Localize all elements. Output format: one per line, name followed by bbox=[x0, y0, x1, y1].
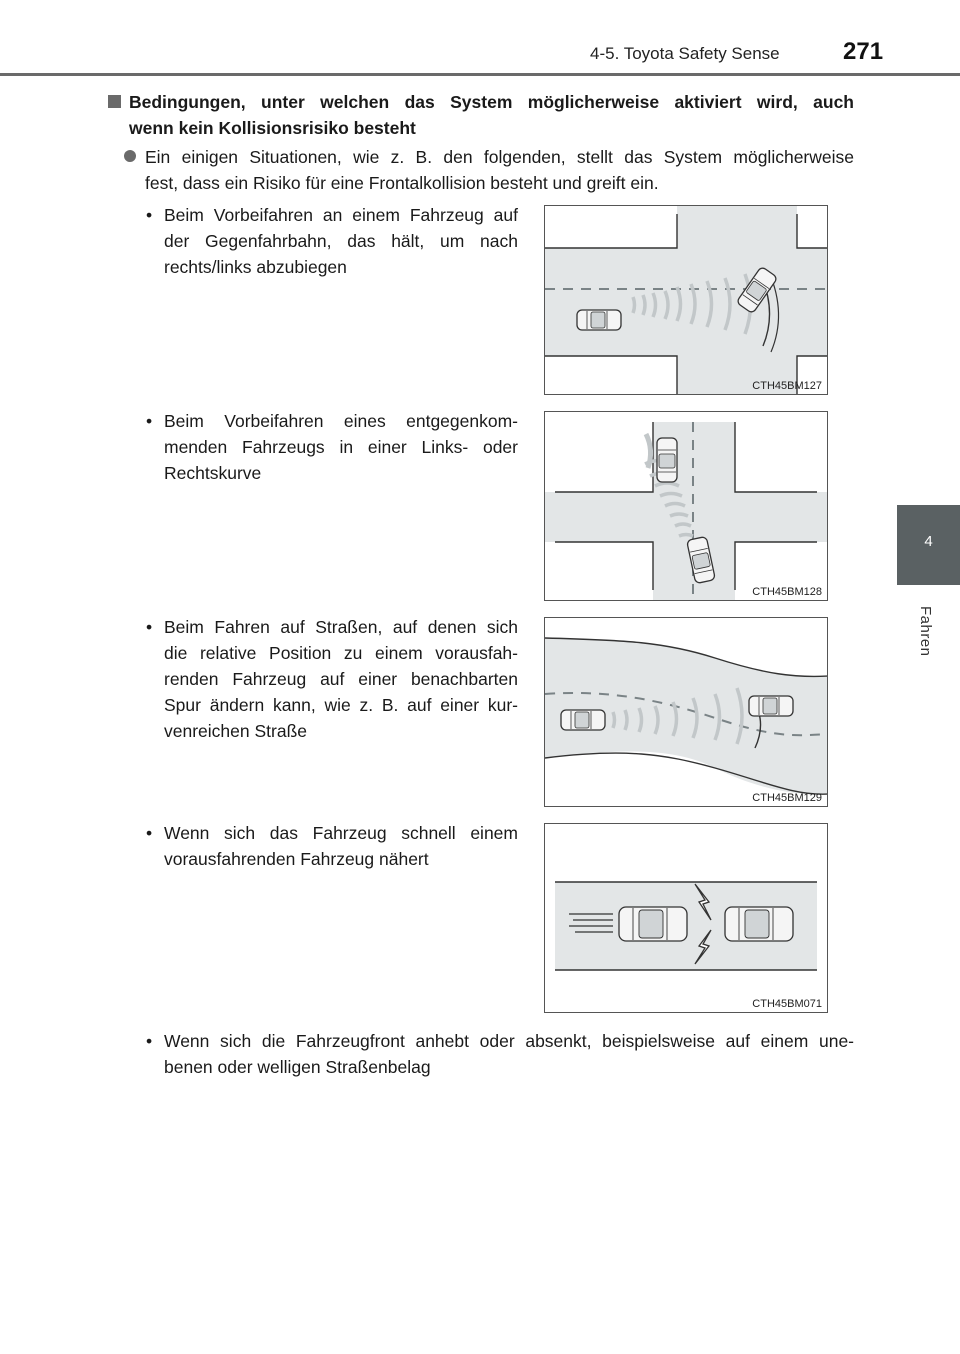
list-item bbox=[146, 614, 518, 744]
circle-bullet-icon bbox=[124, 150, 136, 162]
bullet-line: die relative Position zu einem vorausfah- bbox=[164, 643, 518, 663]
bullet-mark: • bbox=[146, 1031, 153, 1051]
bullet-line: Beim Fahren auf Straßen, auf denen sich bbox=[164, 617, 518, 637]
bullet-line: Beim Vorbeifahren an einem Fahrzeug auf bbox=[164, 205, 518, 225]
figure-code: CTH45BM127 bbox=[752, 380, 822, 392]
bullet-mark: • bbox=[146, 617, 153, 637]
bullet-line: benen oder welligen Straßenbelag bbox=[164, 1057, 431, 1077]
bullet-line: menden Fahrzeugs in einer Links- oder bbox=[164, 437, 518, 457]
chapter-tab bbox=[897, 505, 960, 585]
figure-curvy-road bbox=[544, 617, 828, 807]
intro-line-1: Ein einigen Situationen, wie z. B. den folgenden, stellt das System möglicherweise bbox=[145, 147, 854, 167]
header-divider bbox=[0, 73, 960, 76]
page-number: 271 bbox=[843, 38, 884, 65]
figure-code: CTH45BM128 bbox=[752, 586, 822, 598]
intro-line-2: fest, dass ein Risiko für eine Frontalkollision besteht und greift ein. bbox=[145, 173, 659, 193]
bullet-line: venreichen Straße bbox=[164, 721, 307, 741]
intro-paragraph bbox=[124, 144, 854, 196]
list-item bbox=[146, 408, 518, 486]
bullet-line: vorausfahrenden Fahrzeug nähert bbox=[164, 849, 429, 869]
bullet-mark: • bbox=[146, 411, 153, 431]
bullet-line: Spur ändern kann, wie z. B. auf einer kur- bbox=[164, 695, 518, 715]
bullet-mark: • bbox=[146, 205, 153, 225]
square-bullet-icon bbox=[108, 95, 121, 108]
heading-line-2: wenn kein Kollisionsrisiko besteht bbox=[129, 118, 416, 138]
figure-code: CTH45BM129 bbox=[752, 792, 822, 804]
heading-line-1: Bedingungen, unter welchen das System möglicherweise aktiviert wird, auch bbox=[129, 92, 854, 112]
bullet-line: Rechtskurve bbox=[164, 463, 262, 483]
list-item bbox=[146, 1028, 854, 1080]
list-item bbox=[146, 820, 518, 872]
section-title: 4-5. Toyota Safety Sense bbox=[590, 44, 780, 63]
figure-rapid-approach bbox=[544, 823, 828, 1013]
bullet-mark: • bbox=[146, 823, 153, 843]
bullet-line: Wenn sich die Fahrzeugfront anhebt oder absenkt, beispielsweise auf einem une- bbox=[164, 1031, 854, 1051]
chapter-number: 4 bbox=[924, 533, 933, 550]
bullet-line: rechts/links abzubiegen bbox=[164, 257, 347, 277]
bullet-line: der Gegenfahrbahn, das hält, um nach bbox=[164, 231, 518, 251]
chapter-label: Fahren bbox=[917, 606, 934, 657]
figure-oncoming-curve bbox=[544, 411, 828, 601]
figure-intersection-turning bbox=[544, 205, 828, 395]
bullet-line: Wenn sich das Fahrzeug schnell einem bbox=[164, 823, 518, 843]
bullet-line: renden Fahrzeug auf einer benachbarten bbox=[164, 669, 518, 689]
list-item bbox=[146, 202, 518, 280]
bullet-line: Beim Vorbeifahren eines entgegenkom- bbox=[164, 411, 518, 431]
figure-code: CTH45BM071 bbox=[752, 998, 822, 1010]
section-heading bbox=[108, 89, 854, 141]
